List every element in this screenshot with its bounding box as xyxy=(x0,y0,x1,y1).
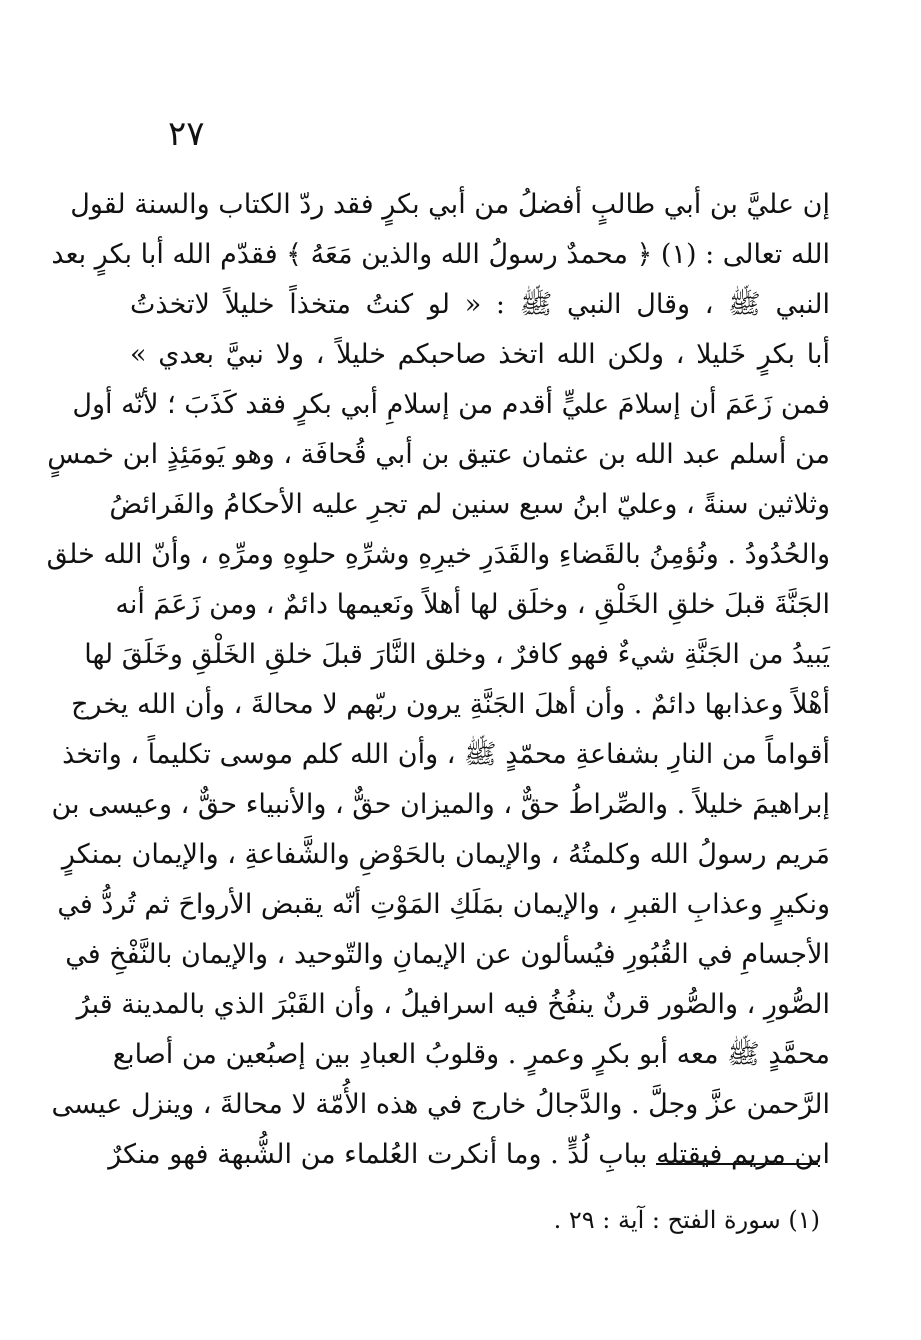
text-line: الرَّحمن عزَّ وجلَّ . والدَّجالُ خارج في هذه الأُمّة لا محالةَ ، وينزل عيسى xyxy=(51,1089,830,1120)
text-line: الله تعالى : (١) ﴿ محمدٌ رسولُ الله والذين مَعَهُ ﴾ فقدّم الله أبا بكرٍ بعد xyxy=(51,239,830,270)
text-line: ونكيرٍ وعذابِ القبرِ ، والإيمان بمَلَكِ المَوْتِ أنّه يقبض الأرواحَ ثم تُردُّ في xyxy=(57,889,830,920)
text-line: أبا بكرٍ خَليلا ، ولكن الله اتخذ صاحبكم خليلاً ، ولا نبيَّ بعدي » xyxy=(130,339,830,370)
text-line: مَريم رسولُ الله وكلمتُهُ ، والإيمان بالحَوْضِ والشَّفاعةِ ، والإيمان بمنكرٍ xyxy=(61,839,830,870)
text-line: إبراهيمَ خليلاً . والصِّراطُ حقٌّ ، والميزان حقٌّ ، والأنبياء حقٌّ ، وعيسى بن xyxy=(51,789,830,820)
text-line: أهْلاً وعذابها دائمٌ . وأن أهلَ الجَنَّةِ يرون ربّهم لا محالةَ ، وأن الله يخرج xyxy=(71,689,830,720)
text-line: أقواماً من النارِ بشفاعةِ محمّدٍ ﷺ ، وأن الله كلم موسى تكليماً ، واتخذ xyxy=(62,739,830,770)
text-line: الصُّورِ ، والصُّور قرنٌ ينفُخُ فيه اسرافيلُ ، وأن القَبْرَ الذي بالمدينة قبرُ xyxy=(76,989,830,1020)
text-line: من أسلم عبد الله بن عثمان عتيق بن أبي قُحافَة ، وهو يَومَئِذٍ ابن خمسٍ xyxy=(47,439,830,470)
text-line: والحُدُودُ . ونُؤمِنُ بالقَضاءِ والقَدَرِ خيرِهِ وشرِّهِ حلوِهِ ومرِّهِ ، وأنّ الله خلق xyxy=(46,539,830,570)
page-number: ٢٧ xyxy=(168,114,205,154)
text-line: محمَّدٍ ﷺ معه أبو بكرٍ وعمرٍ . وقلوبُ العبادِ بين إصبُعين من أصابع xyxy=(112,1039,830,1070)
footnote-divider xyxy=(656,1163,818,1165)
text-line: فمن زَعَمَ أن إسلامَ عليٍّ أقدم من إسلامِ أبي بكرٍ فقد كَذَبَ ؛ لأنّه أول xyxy=(72,389,830,420)
footnote: (١) سورة الفتح : آية : ٢٩ . xyxy=(553,1206,820,1234)
text-line: الأجسامِ في القُبُورِ فيُسألون عن الإيمانِ والتّوحيد ، والإيمان بالنَّفْخِ في xyxy=(65,939,830,970)
text-line: الجَنَّةَ قبلَ خلقِ الخَلْقِ ، وخلَق لها أهلاً ونَعيمها دائمٌ ، ومن زَعَمَ أنه xyxy=(115,589,830,620)
body-text xyxy=(46,180,830,1180)
text-line: وثلاثين سنةً ، وعليّ ابنُ سبع سنين لم تجرِ عليه الأحكامُ والفَرائضُ xyxy=(109,489,830,520)
text-line: يَبيدُ من الجَنَّةِ شيءٌ فهو كافرٌ ، وخلق النَّارَ قبلَ خلقِ الخَلْقِ وخَلَقَ لها xyxy=(84,639,830,670)
text-line: إن عليَّ بن أبي طالبٍ أفضلُ من أبي بكرٍ فقد ردّ الكتاب والسنة لقول xyxy=(70,189,830,220)
text-line: ابن مريم فيقتله ببابِ لُدٍّ . وما أنكرت العُلماء من الشُّبهة فهو منكرٌ xyxy=(108,1139,830,1170)
text-line: النبي ﷺ ، وقال النبي ﷺ : « لو كنتُ متخذاً خليلاً لاتخذتُ xyxy=(130,289,830,320)
